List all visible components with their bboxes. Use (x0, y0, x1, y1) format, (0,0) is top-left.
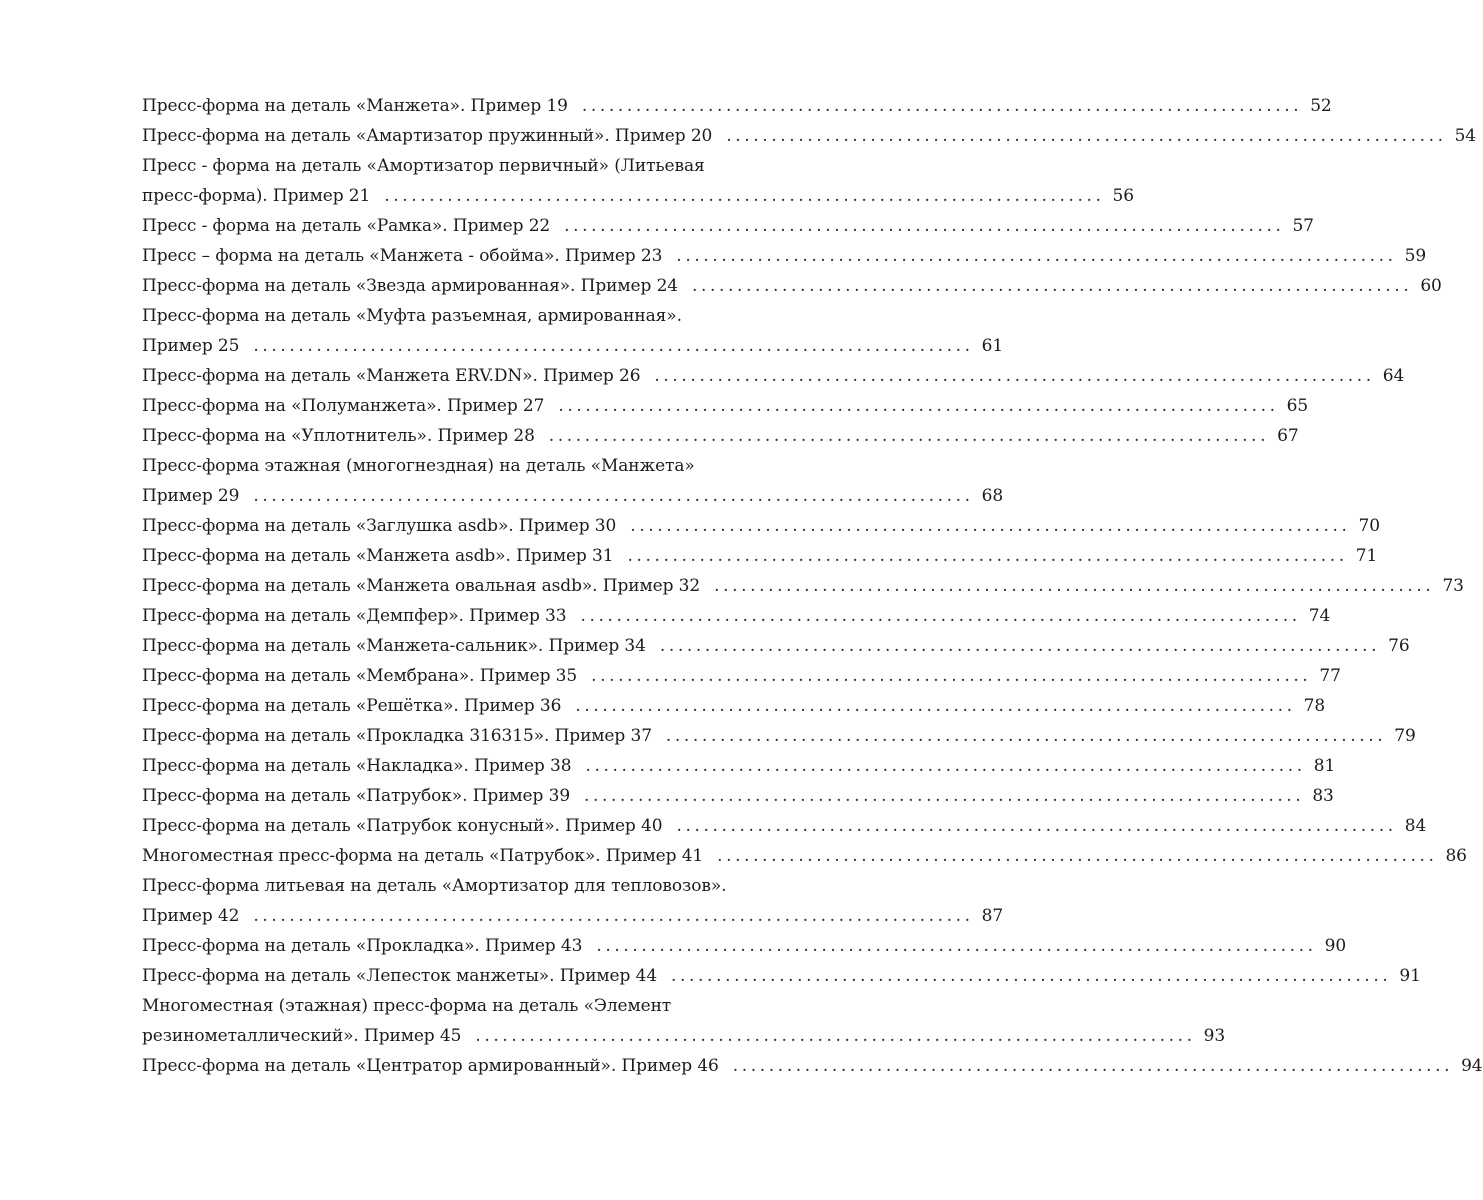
toc-entry-line (142, 571, 1464, 601)
toc-entry-title: Пресс-форма на деталь «Демпфер». Пример 33 (142, 606, 567, 626)
dot-leader: ................................................................................ (384, 186, 1105, 206)
toc-page-number: 81 (1313, 756, 1336, 776)
toc-entry[interactable] (142, 691, 1326, 721)
toc-entry[interactable] (142, 451, 1004, 511)
toc-entry-line (142, 691, 1326, 721)
toc-entry[interactable] (142, 961, 1421, 991)
dot-leader: ................................................................................ (564, 216, 1285, 236)
toc-entry-line (142, 931, 1347, 961)
toc-entry[interactable] (142, 541, 1378, 571)
toc-entry-line (142, 781, 1334, 811)
toc-page-number: 91 (1399, 966, 1421, 986)
toc-entry[interactable] (142, 421, 1299, 451)
toc-entry[interactable] (142, 271, 1442, 301)
toc-page-number: 59 (1404, 246, 1427, 266)
toc-entry[interactable] (142, 211, 1314, 241)
dot-leader: ................................................................................ (558, 396, 1279, 416)
toc-entry[interactable] (142, 661, 1341, 691)
toc-entry[interactable] (142, 361, 1405, 391)
toc-entry[interactable] (142, 151, 1134, 211)
dot-leader: ................................................................................ (591, 666, 1312, 686)
toc-entry-title: Пресс-форма на деталь «Решётка». Пример 36 (142, 696, 562, 716)
dot-leader: ................................................................................ (627, 546, 1348, 566)
toc-entry[interactable] (142, 871, 1004, 931)
toc-entry-title: Пример 25 (142, 336, 240, 356)
toc-entry-title: Пресс-форма этажная (многогнездная) на деталь «Манжета» (142, 456, 695, 476)
toc-entry-line (142, 1021, 1226, 1051)
toc-entry-title: Пресс – форма на деталь «Манжета - обойма». Пример 23 (142, 246, 663, 266)
toc-page-number: 93 (1203, 1026, 1226, 1046)
toc-page-number: 68 (981, 486, 1004, 506)
toc-entry-line (142, 1051, 1483, 1081)
toc-entry-line (142, 481, 1004, 511)
toc-entry-title: Пресс-форма на деталь «Заглушка asdb». Пример 30 (142, 516, 617, 536)
toc-entry-title: Пресс-форма на деталь «Муфта разъемная, армированная». (142, 306, 682, 326)
toc-entry-line (142, 901, 1004, 931)
toc-entry-title: Пресс-форма на деталь «Центратор армированный». Пример 46 (142, 1056, 719, 1076)
toc-page-number: 54 (1454, 126, 1477, 146)
table-of-contents (142, 91, 1483, 1081)
toc-entry-title: Пример 42 (142, 906, 240, 926)
toc-page-number: 76 (1388, 636, 1410, 656)
toc-page-number: 77 (1319, 666, 1341, 686)
toc-entry-line (142, 541, 1378, 571)
dot-leader: ................................................................................ (585, 756, 1306, 776)
toc-entry-line (142, 631, 1410, 661)
dot-leader: ................................................................................ (676, 246, 1397, 266)
toc-entry-title: Пресс - форма на деталь «Рамка». Пример 22 (142, 216, 551, 236)
toc-page-number: 78 (1303, 696, 1326, 716)
toc-page-number: 90 (1324, 936, 1347, 956)
dot-leader: ................................................................................ (676, 816, 1397, 836)
toc-entry-title: резинометаллический». Пример 45 (142, 1026, 462, 1046)
dot-leader: ................................................................................ (692, 276, 1413, 296)
toc-entry-title: Пресс-форма на деталь «Патрубок конусный». Пример 40 (142, 816, 663, 836)
toc-entry-title: Пресс-форма на деталь «Амартизатор пружинный». Пример 20 (142, 126, 713, 146)
toc-entry[interactable] (142, 931, 1347, 961)
toc-entry-line (142, 961, 1421, 991)
toc-entry[interactable] (142, 1051, 1483, 1081)
toc-page-number: 86 (1445, 846, 1467, 866)
toc-page-number: 52 (1310, 96, 1332, 116)
toc-entry-title: Пресс-форма на деталь «Мембрана». Пример 35 (142, 666, 578, 686)
toc-entry-line (142, 331, 1004, 361)
toc-page-number: 64 (1382, 366, 1405, 386)
toc-entry-line (142, 991, 768, 1021)
dot-leader: ................................................................................ (717, 846, 1438, 866)
toc-entry-title: Пресс-форма на деталь «Звезда армированная». Пример 24 (142, 276, 679, 296)
toc-page-number: 67 (1277, 426, 1299, 446)
toc-entry[interactable] (142, 601, 1331, 631)
toc-entry-title: Пресс-форма на деталь «Манжета asdb». Пример 31 (142, 546, 614, 566)
toc-entry-line (142, 871, 768, 901)
dot-leader: ................................................................................ (253, 906, 974, 926)
toc-entry[interactable] (142, 571, 1464, 601)
toc-entry-line (142, 451, 768, 481)
toc-entry-line (142, 751, 1336, 781)
toc-entry-title: Пресс-форма на «Полуманжета». Пример 27 (142, 396, 545, 416)
toc-entry-title: Пресс-форма литьевая на деталь «Амортизатор для тепловозов». (142, 876, 727, 896)
toc-page-number: 74 (1308, 606, 1331, 626)
dot-leader: ................................................................................ (732, 1056, 1454, 1076)
dot-leader: ................................................................................ (581, 96, 1303, 116)
dot-leader: ................................................................................ (253, 486, 974, 506)
toc-page-number: 61 (981, 336, 1004, 356)
dot-leader: ................................................................................ (726, 126, 1447, 146)
dot-leader: ................................................................................ (575, 696, 1296, 716)
toc-entry-line (142, 841, 1467, 871)
toc-entry-title: Пресс-форма на деталь «Манжета». Пример 19 (142, 96, 568, 116)
toc-entry-title: пресс-форма). Пример 21 (142, 186, 371, 206)
toc-entry[interactable] (142, 841, 1467, 871)
dot-leader: ................................................................................ (630, 516, 1351, 536)
toc-entry-line (142, 721, 1416, 751)
toc-entry[interactable] (142, 751, 1336, 781)
toc-entry-line (142, 181, 1134, 211)
toc-page-number: 65 (1286, 396, 1309, 416)
toc-page-number: 57 (1292, 216, 1314, 236)
toc-entry-title: Пресс-форма на деталь «Манжета ERV.DN». Пример 26 (142, 366, 641, 386)
toc-page-number: 87 (981, 906, 1004, 926)
toc-entry-title: Пресс-форма на деталь «Патрубок». Пример 39 (142, 786, 571, 806)
toc-entry-line (142, 151, 768, 181)
toc-page-number: 56 (1112, 186, 1134, 206)
dot-leader: ................................................................................ (596, 936, 1317, 956)
toc-page-number: 84 (1404, 816, 1427, 836)
toc-entry[interactable] (142, 781, 1334, 811)
toc-page-number: 79 (1394, 726, 1416, 746)
toc-entry-line (142, 301, 768, 331)
toc-entry[interactable] (142, 631, 1410, 661)
toc-entry-line (142, 511, 1380, 541)
toc-entry-title: Пресс-форма на деталь «Лепесток манжеты». Пример 44 (142, 966, 658, 986)
toc-entry-line (142, 271, 1442, 301)
toc-entry-title: Многоместная пресс-форма на деталь «Патрубок». Пример 41 (142, 846, 704, 866)
toc-page-number: 94 (1461, 1056, 1483, 1076)
toc-entry-title: Пресс-форма на деталь «Манжета овальная asdb». Пример 32 (142, 576, 701, 596)
toc-entry[interactable] (142, 811, 1427, 841)
toc-entry[interactable] (142, 391, 1309, 421)
toc-entry-line (142, 121, 1477, 151)
toc-entry-title: Пресс - форма на деталь «Амортизатор первичный» (Литьевая (142, 156, 705, 176)
toc-entry-title: Пресс-форма на «Уплотнитель». Пример 28 (142, 426, 535, 446)
toc-entry[interactable] (142, 511, 1380, 541)
toc-page-number: 60 (1420, 276, 1442, 296)
toc-entry-line (142, 601, 1331, 631)
dot-leader: ................................................................................ (659, 636, 1381, 656)
dot-leader: ................................................................................ (548, 426, 1270, 446)
toc-entry[interactable] (142, 301, 1004, 361)
toc-entry-line (142, 211, 1314, 241)
toc-entry-line (142, 661, 1341, 691)
dot-leader: ................................................................................ (671, 966, 1392, 986)
toc-entry[interactable] (142, 121, 1477, 151)
toc-page-number: 71 (1355, 546, 1378, 566)
dot-leader: ................................................................................ (654, 366, 1375, 386)
toc-entry-title: Пресс-форма на деталь «Манжета-сальник». Пример 34 (142, 636, 646, 656)
dot-leader: ................................................................................ (584, 786, 1305, 806)
dot-leader: ................................................................................ (665, 726, 1387, 746)
toc-entry-line (142, 421, 1299, 451)
toc-entry-title: Многоместная (этажная) пресс-форма на деталь «Элемент (142, 996, 672, 1016)
dot-leader: ................................................................................ (253, 336, 974, 356)
toc-entry-line (142, 361, 1405, 391)
toc-entry[interactable] (142, 721, 1416, 751)
toc-entry-line (142, 241, 1427, 271)
toc-entry[interactable] (142, 91, 1332, 121)
dot-leader: ................................................................................ (580, 606, 1301, 626)
toc-entry-line (142, 391, 1309, 421)
toc-entry[interactable] (142, 241, 1427, 271)
dot-leader: ................................................................................ (714, 576, 1435, 596)
toc-page-number: 73 (1442, 576, 1464, 596)
toc-entry[interactable] (142, 991, 1226, 1051)
toc-entry-line (142, 811, 1427, 841)
toc-page-number: 83 (1312, 786, 1334, 806)
dot-leader: ................................................................................ (475, 1026, 1196, 1046)
toc-page-number: 70 (1358, 516, 1380, 536)
toc-entry-title: Пример 29 (142, 486, 240, 506)
toc-entry-line (142, 91, 1332, 121)
toc-entry-title: Пресс-форма на деталь «Накладка». Пример 38 (142, 756, 572, 776)
toc-entry-title: Пресс-форма на деталь «Прокладка 316315». Пример 37 (142, 726, 652, 746)
toc-entry-title: Пресс-форма на деталь «Прокладка». Пример 43 (142, 936, 583, 956)
